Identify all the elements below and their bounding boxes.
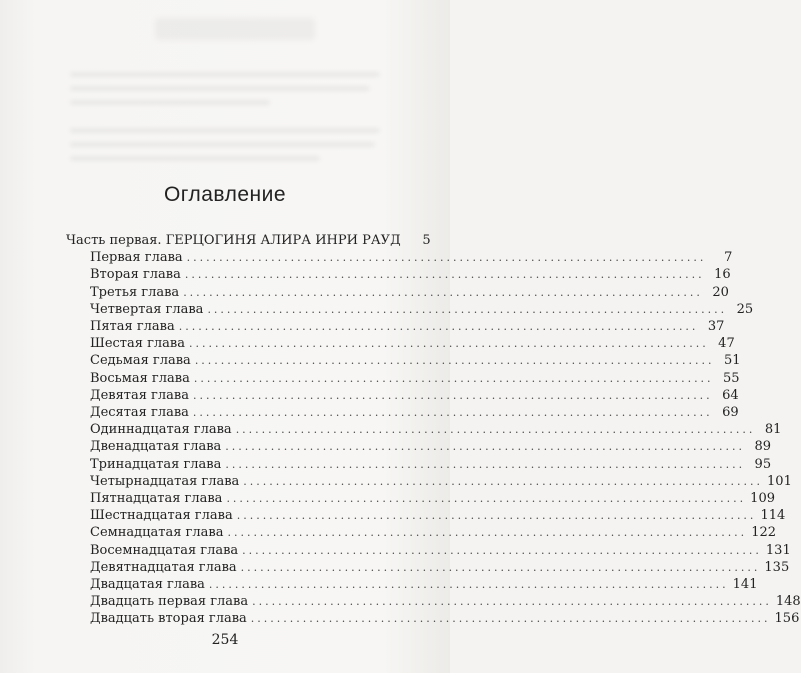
- toc-chapter-entry[interactable]: [90, 559, 790, 576]
- toc-leader-dots: ................................................................................: [192, 388, 713, 402]
- toc-title: Оглавление: [163, 183, 287, 206]
- page-number: 254: [211, 632, 239, 648]
- toc-chapter-entry[interactable]: [90, 524, 777, 541]
- toc-chapter-entry[interactable]: [90, 473, 792, 490]
- toc-chapter-page: 156: [774, 611, 800, 627]
- toc-chapter-page: 81: [764, 422, 782, 438]
- toc-chapter-page: 122: [751, 525, 777, 541]
- toc-chapter-label: Восьмая глава: [90, 370, 190, 386]
- toc-chapter-label: Десятая глава: [90, 405, 189, 420]
- toc-leader-dots: ................................................................................: [183, 285, 703, 299]
- toc-chapter-label: Двенадцатая глава: [90, 439, 222, 455]
- toc-chapter-label: Двадцатая глава: [90, 577, 205, 592]
- toc-chapter-label: Пятнадцатая глава: [90, 491, 223, 506]
- toc-leader-dots: ................................................................................: [184, 268, 705, 282]
- toc-leader-dots: ................................................................................: [242, 543, 762, 557]
- toc-chapter-entry[interactable]: [90, 438, 772, 455]
- show-through-line: [70, 100, 270, 105]
- toc-chapter-page: 148: [775, 594, 801, 610]
- toc-chapter-page: 141: [732, 577, 758, 592]
- toc-chapter-label: Третья глава: [90, 284, 180, 300]
- toc-chapter-page: 109: [750, 491, 775, 506]
- show-through-heading: [155, 18, 315, 40]
- toc-chapter-page: 47: [718, 336, 735, 352]
- toc-leader-dots: ................................................................................: [192, 406, 713, 419]
- toc-chapter-label: Четвертая глава: [90, 301, 204, 317]
- toc-part-page: 5: [422, 233, 431, 248]
- toc-chapter-entry[interactable]: [90, 507, 786, 524]
- toc-chapter-label: Тринадцатая глава: [90, 456, 222, 472]
- toc-leader-dots: ................................................................................: [188, 337, 709, 351]
- toc-chapter-label: Восемнадцатая глава: [90, 542, 239, 558]
- toc-leader-dots: ................................................................................: [250, 612, 771, 626]
- toc-chapter-page: 51: [724, 353, 741, 369]
- toc-chapter-label: Пятая глава: [90, 319, 175, 334]
- show-through-line: [70, 156, 320, 161]
- toc-chapter-page: 55: [723, 370, 740, 386]
- toc-chapter-label: Двадцать вторая глава: [90, 611, 247, 627]
- toc-part-label: Часть первая. ГЕРЦОГИНЯ АЛИРА ИНРИ РАУД: [66, 233, 401, 248]
- show-through-line: [70, 128, 380, 133]
- toc-leader-dots: ................................................................................: [207, 302, 728, 316]
- toc-leader-dots: ................................................................................: [178, 320, 699, 333]
- toc-chapter-label: Седьмая глава: [90, 353, 191, 369]
- toc-chapter-entry[interactable]: [90, 335, 735, 352]
- toc-chapter-label: Вторая глава: [90, 267, 181, 283]
- toc-chapter-entry[interactable]: [90, 318, 725, 335]
- toc-chapter-label: Семнадцатая глава: [90, 525, 224, 541]
- toc-chapter-page: 135: [764, 559, 790, 575]
- toc-chapter-page: 89: [754, 439, 772, 455]
- toc-chapter-entry[interactable]: [90, 284, 729, 301]
- toc-leader-dots: ................................................................................: [240, 560, 761, 574]
- toc-chapter-entry[interactable]: [90, 610, 800, 627]
- toc-chapter-label: Первая глава: [90, 250, 183, 266]
- toc-chapter-label: Двадцать первая глава: [90, 594, 249, 610]
- toc-leader-dots: ................................................................................: [236, 509, 757, 523]
- toc-chapter-label: Девятая глава: [90, 387, 189, 403]
- toc-chapter-page: 114: [760, 508, 786, 524]
- toc-leader-dots: ................................................................................: [193, 371, 714, 385]
- toc-chapter-entry[interactable]: [90, 370, 740, 387]
- toc-chapter-page: 16: [714, 267, 731, 283]
- toc-chapter-entry[interactable]: [90, 301, 754, 318]
- toc-chapter-page: 20: [712, 284, 729, 300]
- toc-chapter-page: 101: [767, 473, 792, 489]
- toc-chapter-entry[interactable]: [90, 421, 782, 438]
- toc-chapter-page: 7: [724, 250, 733, 266]
- toc-chapter-page: 95: [754, 456, 772, 472]
- toc-chapter-label: Шестая глава: [90, 336, 185, 352]
- toc-leader-dots: ................................................................................: [252, 595, 772, 609]
- toc-leader-dots: ................................................................................: [186, 251, 707, 265]
- toc-chapter-page: 25: [736, 301, 754, 317]
- toc-leader-dots: ................................................................................: [208, 578, 729, 591]
- toc-chapter-entry[interactable]: [90, 266, 731, 283]
- toc-chapter-entry[interactable]: [90, 404, 739, 421]
- toc-leader-dots: ................................................................................: [235, 423, 756, 437]
- toc-leader-dots: ................................................................................: [227, 526, 748, 540]
- show-through-line: [70, 142, 375, 147]
- toc-chapter-label: Одиннадцатая глава: [90, 422, 232, 438]
- toc-chapter-entry[interactable]: [90, 352, 741, 369]
- show-through-line: [70, 72, 380, 77]
- toc-chapter-entry[interactable]: [90, 576, 758, 593]
- toc-chapter-entry[interactable]: [90, 387, 739, 404]
- toc-chapter-entry[interactable]: [90, 490, 775, 507]
- toc-leader-dots: ................................................................................: [243, 474, 764, 488]
- toc-leader-dots: ................................................................................: [225, 457, 746, 471]
- toc-chapter-label: Девятнадцатая глава: [90, 559, 237, 575]
- toc-part-entry[interactable]: [66, 232, 431, 249]
- toc-chapter-page: 64: [722, 387, 739, 403]
- toc-chapter-entry[interactable]: [90, 542, 791, 559]
- show-through-line: [70, 86, 370, 91]
- toc-chapter-page: 131: [765, 542, 791, 558]
- toc-chapter-page: 37: [707, 319, 725, 334]
- toc-leader-dots: ................................................................................: [194, 354, 715, 368]
- toc-chapter-label: Шестнадцатая глава: [90, 508, 233, 524]
- toc-chapter-entry[interactable]: [90, 593, 801, 610]
- toc-chapter-page: 69: [722, 405, 739, 420]
- toc-chapter-label: Четырнадцатая глава: [90, 473, 240, 489]
- toc-leader-dots: ................................................................................: [225, 440, 746, 454]
- toc-leader-dots: ................................................................................: [226, 492, 747, 505]
- toc-chapter-entry[interactable]: [90, 456, 772, 473]
- toc-chapter-entry[interactable]: [90, 249, 733, 266]
